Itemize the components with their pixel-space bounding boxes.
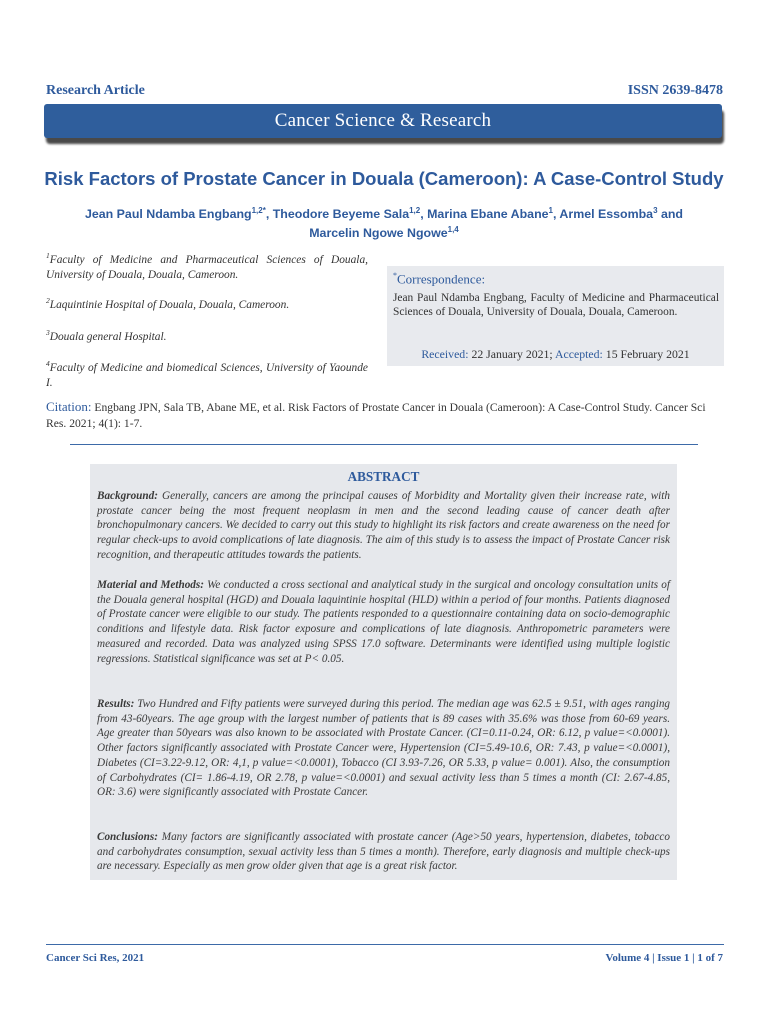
citation: [46, 399, 724, 432]
footer-page-info: Volume 4 | Issue 1 | 1 of 7: [605, 952, 723, 964]
author-list: [40, 203, 728, 241]
abstract-title: ABSTRACT: [347, 469, 420, 484]
author: Marcelin Ngowe Ngowe$^{1,4}$: [309, 225, 459, 241]
abstract-conclusions: Conclusions: Many factors are significantly associated with prostate cancer (Age>50 years, hypertension, diabetes, tobacco and carbohydrates consumption, sexual activity less than 5 times a month). Therefore, early diagnosis and multiple check-ups are necessary. Especially as men grow older given that age is a great risk factor.: [97, 831, 670, 873]
correspondence-title: *Correspondence:: [393, 271, 486, 287]
divider: [70, 444, 698, 445]
author: Jean Paul Ndamba Engbang$^{1,2*}$,: [84, 206, 273, 222]
author: Theodore Beyeme Sala$^{1,2}$,: [272, 206, 428, 222]
citation-text: Engbang JPN, Sala TB, Abane ME, et al. Risk Factors of Prostate Cancer in Douala (Cameroon): A Case-Control Study. Cancer Sci Res. 2021; 4(1): 1-7.: [46, 401, 706, 430]
affiliation-2: $^2$Laquintinie Hospital of Douala, Douala, Cameroon.: [46, 296, 290, 311]
article-type-label: Research Article: [46, 83, 145, 98]
author: Marina Ebane Abane$^1$,: [427, 206, 560, 222]
affiliation-3: $^3$Douala general Hospital.: [46, 328, 167, 343]
abstract-results: Results: Two Hundred and Fifty patients were surveyed during this period. The median age was 62.5 ± 9.51, with ages ranging from 43-60years. The age group with the largest number of patients that is 89 cases with 35.6% was those from 60-69 years. Age greater than 50years was also known to be associated with Prostate Cancer. (CI=0.11-0.24, OR: 6.12, p value=<0.0001). Other factors significantly associated with Prostate Cancer were, Hypertension (CI=5.49-10.6, OR: 7.43, p value=<0.0001), Diabetes (CI=3.22-9.12, OR: 4,1, p value=<0.0001), Tobacco (CI 3.93-7.26, OR 5.33, p value= 0.001). Also, the consumption of Carbohydrates (CI= 1.86-4.19, OR 2.78, p value=<0.0001) and sexual activity less than 5 times a month (CI: 2.67-4.85, OR: 3.6) were significantly associated with Prostate Cancer.: [97, 698, 671, 799]
received-accepted-dates: Received: 22 January 2021; Accepted: 15 February 2021: [421, 347, 690, 361]
journal-banner: Cancer Science & Research: [44, 104, 722, 138]
abstract-background: Background: Generally, cancers are among the principal causes of Morbidity and Mortality given their increase rate, with prostate cancer being the most frequent neoplasm in men and the second leading cause of cancer death after bronchopulmonary cancers. We decided to carry out this study to highlight its risk factors and create awareness on the need for regular check-ups to avoid complications of late diagnosis. The aim of this study is to assess the impact of Prostate Cancer risk recognition, and therapeutic attitudes towards the patients.: [97, 490, 670, 561]
correspondence-text: Jean Paul Ndamba Engbang, Faculty of Medicine and Pharmaceutical Sciences of Douala, University of Douala, Douala, Cameroon.: [393, 292, 719, 318]
affiliation-4: $^4$Faculty of Medicine and biomedical Sciences, University of Yaounde I.: [46, 359, 368, 389]
citation-label: Citation:: [46, 399, 92, 414]
footer-divider: [46, 944, 724, 945]
affiliation-1: $^1$Faculty of Medicine and Pharmaceutical Sciences of Douala, University of Douala, Douala, Cameroon.: [46, 251, 368, 281]
author: Armel Essomba$^3$ and: [559, 206, 684, 222]
abstract-methods: Material and Methods: We conducted a cross sectional and analytical study in the surgical and oncology consultation units of the Douala general hospital (HGD) and Douala laquintinie hospital (HLD) within a period of four months. Patients diagnosed of Prostate cancer were eligible to our study. The patients responded to a questionnaire containing data on socio-demographic conditions and lifestyle data. Risk factor exposure and complications of late diagnosis. Anthropometric parameters were measured and recorded. Data was analyzed using SPSS 17.0 software. Determinants were identified using multiple logistic regressions. Statistical significance was set at P< 0.05.: [97, 579, 671, 665]
issn-label: ISSN 2639-8478: [627, 83, 723, 98]
paper-title: Risk Factors of Prostate Cancer in Douala (Cameroon): A Case-Control Study: [44, 168, 724, 189]
footer-journal: Cancer Sci Res, 2021: [46, 952, 145, 964]
